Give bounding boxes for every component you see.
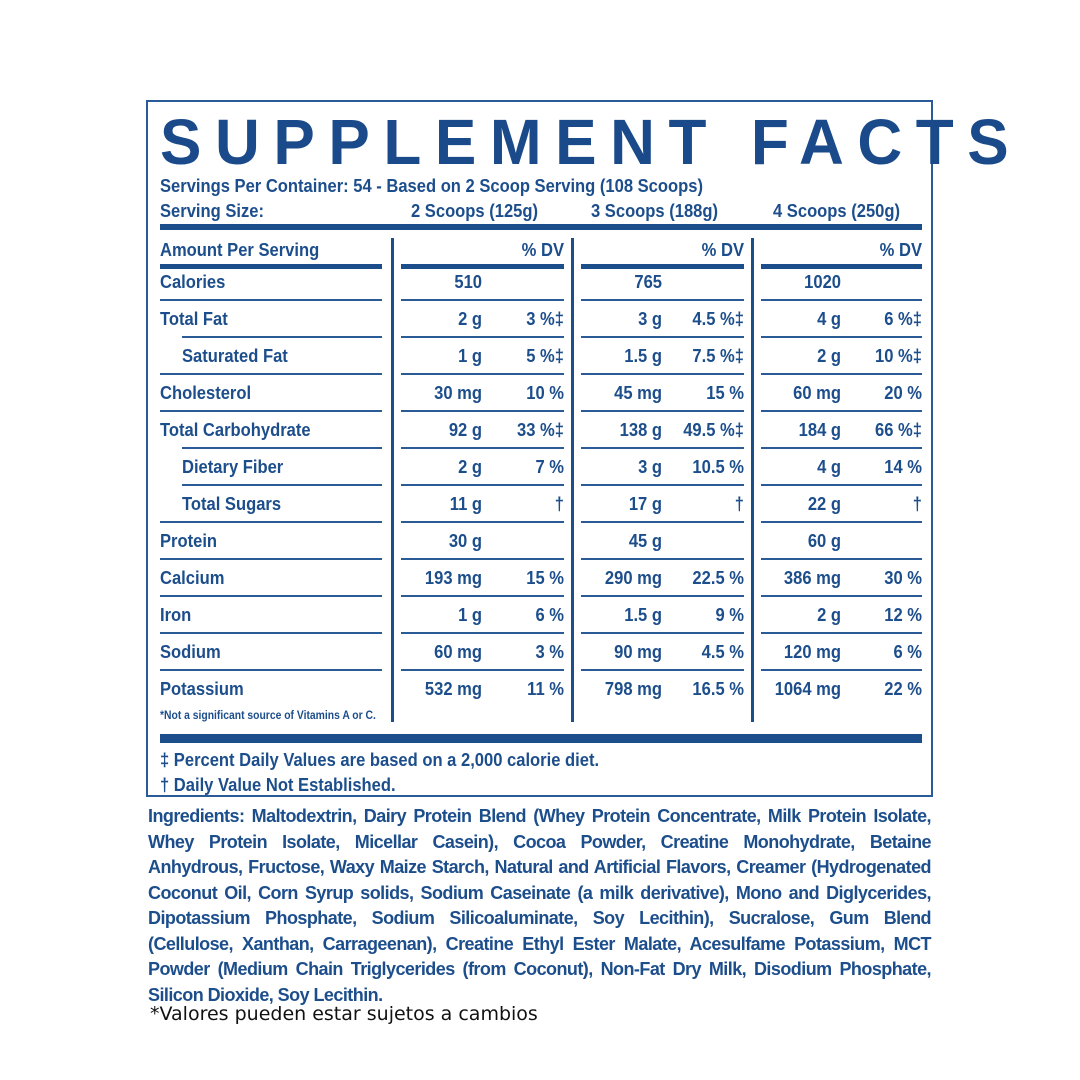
- row-separator: [182, 336, 382, 338]
- nutrient-daily-value: †: [912, 494, 922, 514]
- row-separator: [581, 632, 744, 634]
- row-separator: [401, 632, 564, 634]
- nutrient-amount: 386 mg: [783, 568, 841, 588]
- row-separator: [581, 558, 744, 560]
- row-separator: [160, 299, 382, 301]
- nutrient-amount: 3 g: [638, 457, 662, 477]
- row-separator: [761, 447, 922, 449]
- nutrient-daily-value: †: [734, 494, 744, 514]
- row-separator: [160, 521, 382, 523]
- row-separator: [761, 410, 922, 412]
- nutrient-amount: 120 mg: [783, 642, 841, 662]
- nutrient-amount: 60 mg: [434, 642, 482, 662]
- disclaimer-note: *Valores pueden estar sujetos a cambios: [150, 1003, 538, 1025]
- ingredients-paragraph: [148, 804, 931, 1008]
- nutrient-amount: 11 g: [449, 494, 482, 514]
- row-separator: [160, 373, 382, 375]
- nutrient-amount: 1020: [804, 272, 841, 292]
- header-rule: [761, 264, 922, 269]
- nutrient-label: Dietary Fiber: [182, 457, 284, 477]
- row-separator: [160, 632, 382, 634]
- nutrient-label: Total Carbohydrate: [160, 420, 311, 440]
- nutrient-amount: 4 g: [817, 457, 841, 477]
- header-rule: [581, 264, 744, 269]
- nutrient-amount: 17 g: [628, 494, 662, 514]
- nutrient-label: Cholesterol: [160, 383, 252, 403]
- serving-size-3-scoops: 3 Scoops (188g): [591, 201, 719, 221]
- vitamins-note: *Not a significant source of Vitamins A or C.: [160, 710, 376, 722]
- dv-header: % DV: [879, 240, 922, 260]
- nutrient-daily-value: 9 %: [715, 605, 744, 625]
- nutrient-label: Potassium: [160, 679, 244, 699]
- footnote-not-established: † Daily Value Not Established.: [160, 775, 396, 795]
- nutrient-amount: 30 mg: [434, 383, 482, 403]
- servings-per-container: Servings Per Container: 54 - Based on 2 Scoop Serving (108 Scoops): [160, 176, 703, 196]
- nutrient-amount: 60 g: [807, 531, 841, 551]
- nutrient-daily-value: 33 %‡: [517, 420, 564, 440]
- nutrient-amount: 2 g: [817, 605, 841, 625]
- row-separator: [581, 447, 744, 449]
- row-separator: [160, 558, 382, 560]
- nutrient-amount: 798 mg: [604, 679, 662, 699]
- nutrient-amount: 184 g: [798, 420, 841, 440]
- row-separator: [761, 558, 922, 560]
- serving-size-2-scoops: 2 Scoops (125g): [411, 201, 539, 221]
- row-separator: [581, 669, 744, 671]
- row-separator: [761, 336, 922, 338]
- bottom-thick-rule: [160, 734, 922, 743]
- ingredients-label: Ingredients:: [148, 806, 245, 826]
- nutrient-amount: 1.5 g: [624, 605, 662, 625]
- row-separator: [160, 595, 382, 597]
- nutrient-daily-value: 22.5 %: [692, 568, 744, 588]
- serving-size-label: Serving Size:: [160, 201, 265, 221]
- nutrient-amount: 765: [634, 272, 662, 292]
- nutrient-daily-value: 11 %: [527, 679, 564, 699]
- nutrient-amount: 193 mg: [424, 568, 482, 588]
- row-separator: [761, 669, 922, 671]
- ingredients-text: Maltodextrin, Dairy Protein Blend (Whey Protein Concentrate, Milk Protein Isolate, Whey Protein Isolate, Micellar Casein), Cocoa Powder, Creatine Monohydrate, Betaine Anhydrous, Fructose, Waxy Maize Starch, Natural and Artificial Flavors, Creamer (Hydrogenated Coconut Oil, Corn Syrup solids, Sodium Caseinate (a milk derivative), Mono and Diglycerides, Dipotassium Phosphate, Sodium Silicoaluminate, Soy Lecithin), Sucralose, Gum Blend (Cellulose, Xanthan, Carrageenan), Creatine Ethyl Ester Malate, Acesulfame Potassium, MCT Powder (Medium Chain Triglycerides (from Coconut), Non-Fat Dry Milk, Disodium Phosphate, Silicon Dioxide, Soy Lecithin.: [148, 806, 931, 1005]
- nutrient-daily-value: 10.5 %: [692, 457, 744, 477]
- row-separator: [182, 484, 382, 486]
- nutrient-daily-value: 49.5 %‡: [683, 420, 744, 440]
- row-separator: [401, 373, 564, 375]
- row-separator: [581, 595, 744, 597]
- header-rule: [401, 264, 564, 269]
- row-separator: [761, 521, 922, 523]
- row-separator: [401, 410, 564, 412]
- nutrient-amount: 1 g: [458, 346, 482, 366]
- top-thick-rule: [160, 224, 922, 230]
- row-separator: [581, 484, 744, 486]
- nutrient-label: Calories: [160, 272, 226, 292]
- nutrient-label: Total Sugars: [182, 494, 282, 514]
- row-separator: [401, 484, 564, 486]
- nutrient-daily-value: 10 %‡: [875, 346, 922, 366]
- row-separator: [160, 669, 382, 671]
- header-rule: [160, 264, 382, 269]
- nutrient-daily-value: 4.5 %‡: [692, 309, 744, 329]
- nutrient-daily-value: 3 %‡: [526, 309, 564, 329]
- nutrient-label: Calcium: [160, 568, 225, 588]
- nutrient-amount: 92 g: [448, 420, 482, 440]
- row-separator: [761, 299, 922, 301]
- row-separator: [160, 410, 382, 412]
- nutrient-daily-value: 20 %: [884, 383, 922, 403]
- row-separator: [401, 595, 564, 597]
- nutrient-amount: 1.5 g: [624, 346, 662, 366]
- nutrient-daily-value: 4.5 %: [701, 642, 744, 662]
- nutrient-daily-value: 30 %: [884, 568, 922, 588]
- nutrient-daily-value: 14 %: [884, 457, 922, 477]
- nutrient-daily-value: 7.5 %‡: [692, 346, 744, 366]
- panel-title: SUPPLEMENT FACTS: [160, 106, 1023, 178]
- row-separator: [761, 484, 922, 486]
- nutrient-daily-value: 3 %: [535, 642, 564, 662]
- nutrient-amount: 1 g: [458, 605, 482, 625]
- row-separator: [182, 447, 382, 449]
- nutrient-amount: 2 g: [817, 346, 841, 366]
- nutrient-amount: 3 g: [638, 309, 662, 329]
- nutrient-daily-value: 12 %: [884, 605, 922, 625]
- footnote-daily-values: ‡ Percent Daily Values are based on a 2,000 calorie diet.: [160, 750, 600, 770]
- row-separator: [401, 299, 564, 301]
- row-separator: [401, 336, 564, 338]
- nutrient-amount: 45 g: [628, 531, 662, 551]
- nutrient-label: Sodium: [160, 642, 221, 662]
- nutrient-daily-value: 10 %: [526, 383, 564, 403]
- nutrient-amount: 4 g: [817, 309, 841, 329]
- row-separator: [401, 521, 564, 523]
- serving-size-4-scoops: 4 Scoops (250g): [773, 201, 901, 221]
- dv-header: % DV: [521, 240, 564, 260]
- nutrient-amount: 2 g: [458, 309, 482, 329]
- nutrient-daily-value: 7 %: [535, 457, 564, 477]
- dv-header: % DV: [701, 240, 744, 260]
- nutrient-amount: 2 g: [458, 457, 482, 477]
- row-separator: [761, 632, 922, 634]
- nutrient-amount: 532 mg: [424, 679, 482, 699]
- row-separator: [581, 521, 744, 523]
- nutrient-daily-value: 6 %: [535, 605, 564, 625]
- nutrient-amount: 90 mg: [614, 642, 662, 662]
- row-separator: [401, 669, 564, 671]
- nutrient-amount: 1064 mg: [774, 679, 841, 699]
- nutrient-amount: 45 mg: [614, 383, 662, 403]
- row-separator: [581, 373, 744, 375]
- nutrient-amount: 510: [454, 272, 482, 292]
- nutrient-amount: 60 mg: [793, 383, 841, 403]
- nutrient-label: Total Fat: [160, 309, 228, 329]
- nutrient-daily-value: 6 %: [893, 642, 922, 662]
- nutrient-daily-value: 15 %: [706, 383, 744, 403]
- row-separator: [761, 595, 922, 597]
- row-separator: [581, 299, 744, 301]
- row-separator: [581, 410, 744, 412]
- nutrient-label: Saturated Fat: [182, 346, 288, 366]
- nutrient-amount: 138 g: [619, 420, 662, 440]
- nutrient-daily-value: 66 %‡: [875, 420, 922, 440]
- nutrient-daily-value: †: [554, 494, 564, 514]
- amount-per-serving-header: Amount Per Serving: [160, 240, 320, 260]
- nutrient-daily-value: 15 %: [526, 568, 564, 588]
- nutrient-daily-value: 16.5 %: [692, 679, 744, 699]
- nutrient-label: Protein: [160, 531, 218, 551]
- nutrient-label: Iron: [160, 605, 192, 625]
- nutrient-daily-value: 6 %‡: [884, 309, 922, 329]
- nutrient-daily-value: 5 %‡: [526, 346, 564, 366]
- row-separator: [761, 373, 922, 375]
- nutrient-amount: 22 g: [807, 494, 841, 514]
- row-separator: [581, 336, 744, 338]
- nutrient-amount: 290 mg: [604, 568, 662, 588]
- row-separator: [401, 558, 564, 560]
- nutrient-amount: 30 g: [448, 531, 482, 551]
- row-separator: [401, 447, 564, 449]
- nutrient-daily-value: 22 %: [884, 679, 922, 699]
